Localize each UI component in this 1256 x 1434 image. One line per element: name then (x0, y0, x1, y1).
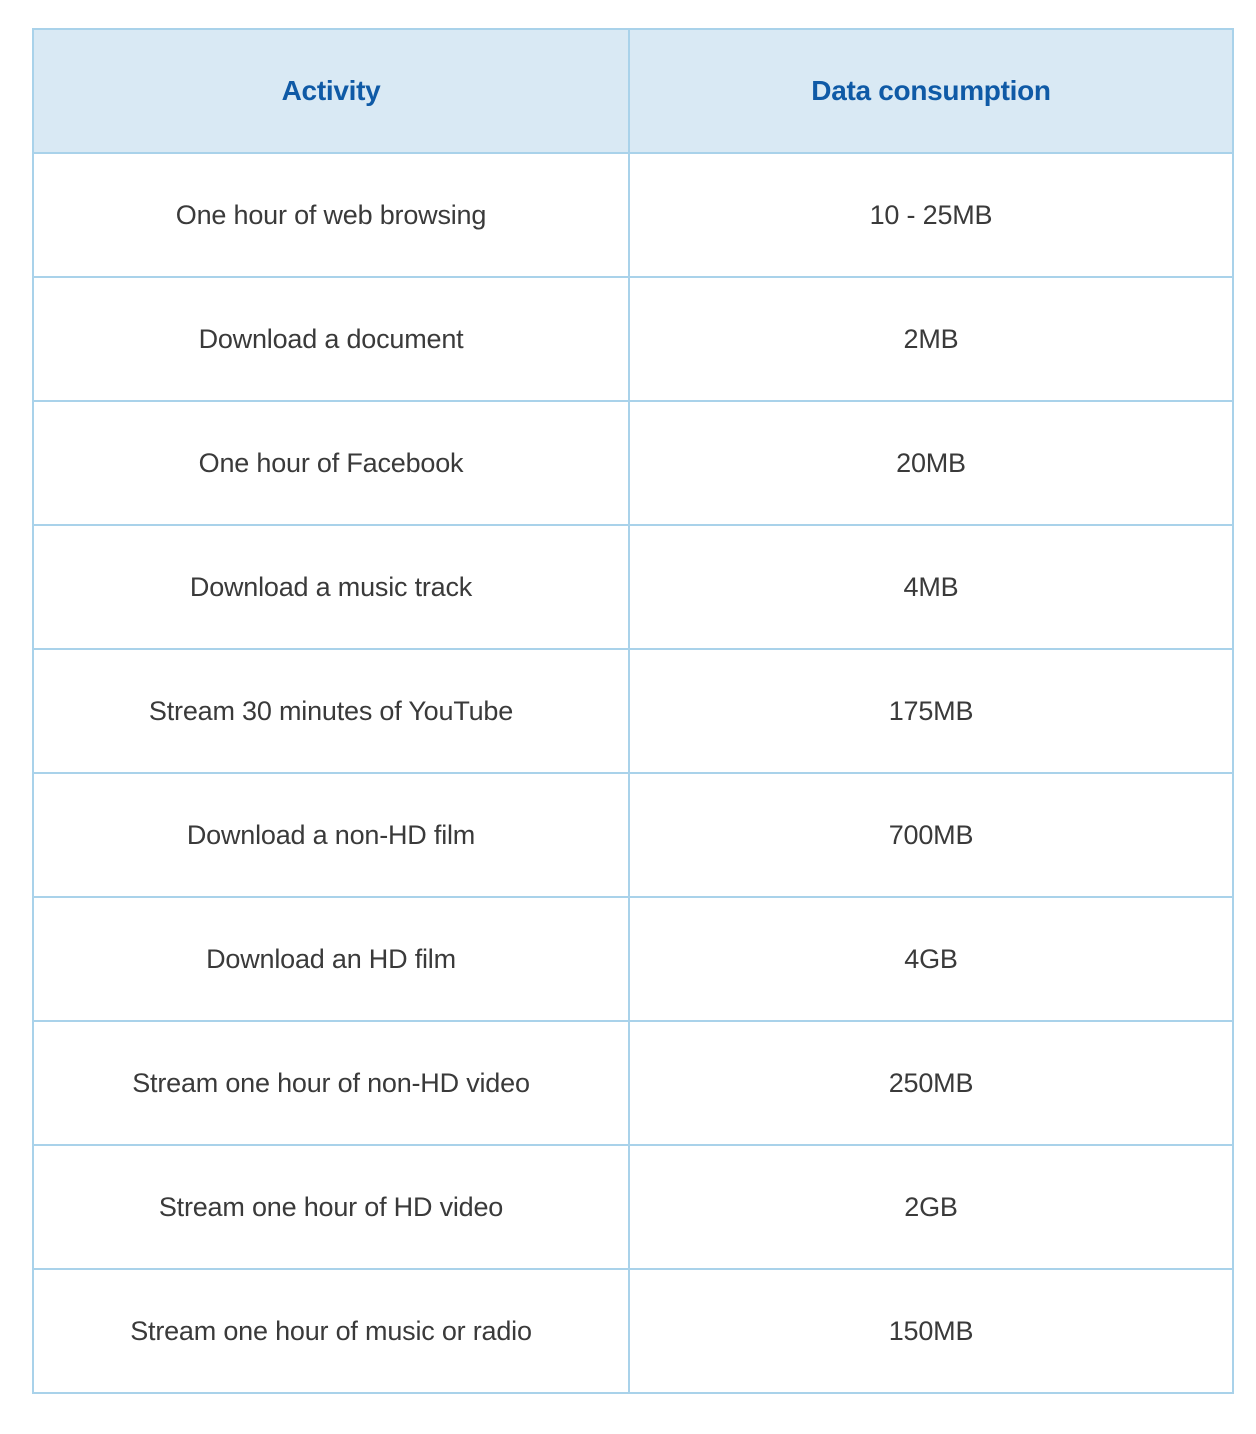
consumption-cell: 150MB (629, 1269, 1233, 1393)
consumption-cell: 175MB (629, 649, 1233, 773)
table-row (33, 897, 1233, 1021)
table-header (33, 29, 1233, 153)
consumption-cell: 20MB (629, 401, 1233, 525)
table-row (33, 1021, 1233, 1145)
activity-cell: Download a non-HD film (33, 773, 629, 897)
table-body (33, 153, 1233, 1393)
activity-cell: Download a music track (33, 525, 629, 649)
consumption-cell: 4GB (629, 897, 1233, 1021)
table-row (33, 1145, 1233, 1269)
data-consumption-table (32, 28, 1234, 1394)
activity-cell: Stream 30 minutes of YouTube (33, 649, 629, 773)
table-row (33, 525, 1233, 649)
table-row (33, 277, 1233, 401)
header-row (33, 29, 1233, 153)
data-consumption-table-container (32, 28, 1232, 1394)
table-row (33, 773, 1233, 897)
consumption-cell: 2GB (629, 1145, 1233, 1269)
column-header-activity: Activity (33, 29, 629, 153)
consumption-cell: 4MB (629, 525, 1233, 649)
table-row (33, 401, 1233, 525)
activity-cell: Stream one hour of non-HD video (33, 1021, 629, 1145)
consumption-cell: 250MB (629, 1021, 1233, 1145)
consumption-cell: 10 - 25MB (629, 153, 1233, 277)
consumption-cell: 700MB (629, 773, 1233, 897)
activity-cell: Stream one hour of music or radio (33, 1269, 629, 1393)
activity-cell: Download an HD film (33, 897, 629, 1021)
consumption-cell: 2MB (629, 277, 1233, 401)
table-row (33, 649, 1233, 773)
activity-cell: One hour of Facebook (33, 401, 629, 525)
activity-cell: Stream one hour of HD video (33, 1145, 629, 1269)
table-row (33, 1269, 1233, 1393)
activity-cell: One hour of web browsing (33, 153, 629, 277)
table-row (33, 153, 1233, 277)
activity-cell: Download a document (33, 277, 629, 401)
column-header-data-consumption: Data consumption (629, 29, 1233, 153)
